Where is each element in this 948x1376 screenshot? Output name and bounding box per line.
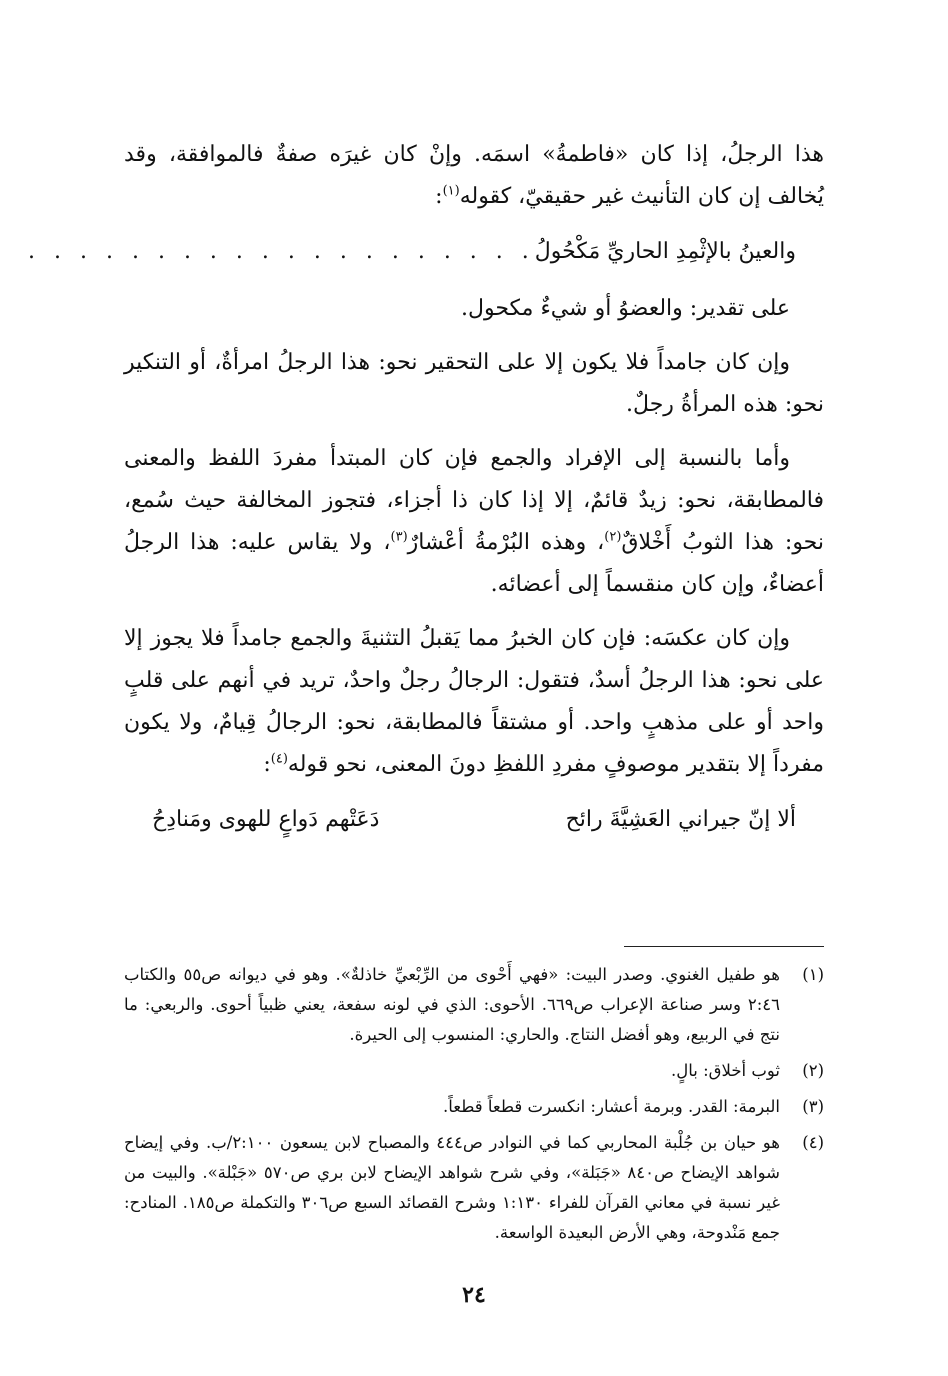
footnote-4-number: (٤) (802, 1133, 824, 1152)
paragraph-5 (124, 618, 824, 786)
footnote-2 (124, 1056, 824, 1086)
footnote-ref-3[interactable]: (٣) (390, 529, 408, 545)
verse-1-right-hemistich: والعينُ بالإثْمِدِ الحاريِّ مَكْحُولُ (534, 239, 796, 264)
footnote-2-text: ثوب أخلاق: بالٍ. (671, 1061, 780, 1080)
footnote-ref-4[interactable]: (٤) (270, 751, 288, 767)
paragraph-2: على تقدير: والعضوُ أو شيءٌ مكحول. (460, 296, 790, 321)
paragraph-3: وإن كان جامداً فلا يكون إلا على التحقير نحو: هذا الرجلُ امرأةٌ، أو التنكير نحو: هذه المرأةُ رجلٌ. (124, 350, 824, 417)
footnote-4-text: هو حيان بن جُلْبة المحاربي كما في النوادر ص٤٤٤ والمصباح لابن يسعون ٢:١٠٠/ب. وفي إيضاح شواهد الإيضاح ص٨٤٠ «جَبَلة»، وفي شرح شواهد الإيضاح لابن بري ص٥٧٠ «جَبْلة». والبيت من غير نسبة في معاني القرآن للفراء ١:١٣٠ وشرح القصائد السبع ص٣٠٦ والتكملة ص١٨٥. المنادح: جمع مَنْدوحة، وهي الأرض البعيدة الواسعة. (124, 1133, 781, 1242)
paragraph-1-end: : (435, 184, 443, 209)
paragraph-5-end: : (263, 752, 271, 777)
page-number: ٢٤ (462, 1282, 486, 1308)
footnote-4 (124, 1128, 824, 1248)
verse-2 (152, 798, 796, 842)
paragraph-4 (124, 438, 824, 606)
footnote-3 (124, 1092, 824, 1122)
footnote-ref-2[interactable]: (٢) (604, 529, 622, 545)
paragraph-1-text: هذا الرجلُ، إذا كان «فاطمةُ» اسمَه. وإنْ كان غيرَه صفةٌ فالموافقة، وقد يُخالف إن كان التأنيث غير حقيقيّ، كقوله (124, 142, 824, 209)
verse-2-second-hemistich: دَعَتْهم دَواعٍ للهوى ومَنادِحُ (152, 807, 380, 832)
paragraph-4-text-a: وأما بالنسبة إلى الإفراد والجمع فإن كان المبتدأ مفردَ اللفظ والمعنى فالمطابقة، نحو: زيدٌ قائمٌ، إلا إذا كان ذا أجزاء، فتجوز المخالفة حيث سُمع، نحو: هذا الثوبُ أَخْلاقٌ (124, 446, 825, 555)
paragraph-1 (124, 134, 824, 218)
footnote-1 (124, 960, 824, 1050)
footnote-ref-1[interactable]: (١) (442, 183, 460, 199)
footnote-3-number: (٣) (802, 1097, 824, 1116)
footnote-2-number: (٢) (802, 1061, 824, 1080)
main-text (28, 134, 825, 856)
verse-1-omitted-hemistich: . . . . . . . . . . . . . . . . . . . . (28, 239, 535, 264)
verse-1 (28, 230, 796, 274)
footnote-1-number: (١) (802, 965, 824, 984)
verse-2-first-hemistich: ألا إنّ جيراني العَشِيَّةَ رائح (565, 807, 796, 832)
footnote-1-text: هو طفيل الغنوي. وصدر البيت: «فهي أَحْوى من الرِّبْعيِّ خاذلةٌ». وهو في ديوانه ص٥٥ والكتاب ٢:٤٦ وسر صناعة الإعراب ص٦٦٩. الأحوى: الذي في لونه سفعة، يعني ظبياً أحوى. والربعي: ما نتج في الربيع، وهو أفضل النتاج. والحاري: المنسوب إلى الحيرة. (124, 965, 780, 1044)
footnote-3-text: البرمة: القدر. وبرمة أعشار: انكسرت قطعاً قطعاً. (442, 1097, 780, 1116)
paragraph-5-text: وإن كان عكسَه: فإن كان الخبرُ مما يَقبلُ التثنيةَ والجمع جامداً فلا يجوز إلا على نحو: هذا الرجلُ أسدٌ، فتقول: الرجالُ رجلٌ واحدٌ، تريد في أنهم على قلبٍ واحد أو على مذهبٍ واحد. أو مشتقاً فالمطابقة، نحو: الرجالُ قِيامٌ، ولا يكون مفرداً إلا بتقدير موصوفٍ مفردِ اللفظِ دونَ المعنى، نحو قوله (124, 626, 824, 777)
footnotes (124, 960, 824, 1254)
footnote-separator (624, 946, 824, 947)
paragraph-4-text-b: ، وهذه البُرْمةُ أعْشارٌ (407, 530, 605, 555)
paragraph-4-text-c: ، ولا يقاس عليه: هذا الرجلُ أعضاءٌ، وإن كان منقسماً إلى أعضائه. (124, 530, 824, 597)
